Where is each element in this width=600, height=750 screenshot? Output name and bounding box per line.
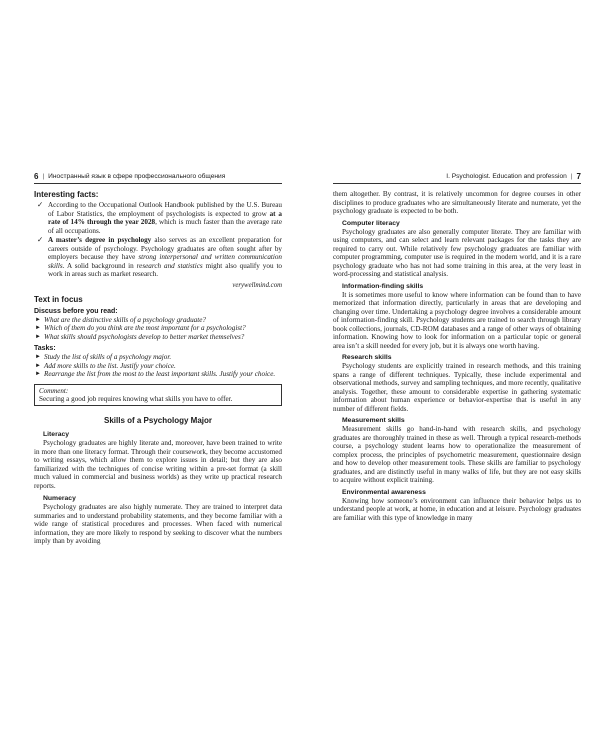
task-text: Add more skills to the list. Justify your choice.: [44, 361, 176, 370]
task-item: [35, 353, 282, 362]
numeracy-paragraph: Psychology graduates are also highly numerate. They are trained to interpret data summaries and to understand probability statements, and they become familiar with a wide range of statistical procedures and processes. When faced with numerical information, they are more likely to respond by seeking to discover what the numbers imply than by avoiding: [34, 503, 282, 545]
arrow-bullet-icon: ►: [35, 325, 41, 331]
question-text: What skills should psychologists develop to better market themselves?: [44, 332, 245, 341]
task-text: Rearrange the list from the most to the least important skills. Justify your choice.: [44, 370, 276, 378]
fact1-bold: at a rate of 14% through the year 2028: [48, 209, 282, 226]
right-header-title: I. Psychologist. Education and profession: [446, 173, 567, 180]
interesting-facts-heading: Interesting facts:: [34, 190, 99, 199]
arrow-bullet-icon: ►: [35, 333, 41, 340]
text-in-focus-heading: Text in focus: [34, 294, 83, 304]
fact1-text-end: , which is much faster than the average rate of all occupations.: [48, 218, 282, 235]
task-item: [35, 361, 282, 371]
environmental-awareness-heading: Environmental awareness: [342, 488, 426, 496]
discuss-heading: Discuss before you read:: [34, 307, 118, 315]
question-item: [35, 315, 282, 325]
literacy-paragraph: Psychology graduates are highly literate and, moreover, have been trained to write in more than one literacy format. Through their coursework, they become accustomed to writing essays, which allow them to explore issues in detail; but they are also familiarized with the techniques of concise writing within a pre-set format (a skill much valued in commercial and business worlds) as they write up practical research reports.: [34, 439, 282, 490]
fact1-text: According to the Occupational Outlook Handbook published by the U.S. Bureau of Labor Statistics, the employment of psychologists is expected to grow: [48, 201, 282, 218]
computer-literacy-heading: Computer literacy: [342, 219, 400, 227]
measurement-skills-paragraph: Measurement skills go hand-in-hand with research skills, and psychology graduates are thoroughly trained in these as well. Through a typical research-methods course, a psychology student learns how to operationalize the measurement of complex process, the principles of psychometric measurement, questionnaire design and how to develop other measurement tools. These skills are familiar to psychology graduates, and are distinctly useful in many walks of life, but they are not easy skills to acquire without explicit training.: [333, 425, 581, 484]
research-skills-heading: Research skills: [342, 354, 392, 361]
comment-label: Comment:: [39, 386, 69, 395]
right-running-header: [333, 172, 581, 184]
section-title: Skills of a Psychology Major: [103, 416, 213, 425]
tasks-list: [34, 353, 282, 379]
checkmark-icon: ✓: [37, 235, 44, 244]
fact2-italic-2: research and statistics: [136, 261, 203, 270]
task-item: [35, 370, 282, 379]
arrow-bullet-icon: ►: [35, 316, 41, 323]
environmental-awareness-paragraph: Knowing how someone’s environment can influence their behavior helps us to understand people at work, at home, in education and at leisure. Psychology graduates are familiar with this type of knowledge in many: [333, 496, 581, 522]
header-separator: |: [570, 173, 573, 180]
header-separator: |: [42, 173, 45, 180]
intro-paragraph: them altogether. By contrast, it is relatively uncommon for degree courses in other disciplines to produce graduates who are simultaneously literate and numerate, yet the psychology graduate is expected to be both.: [333, 190, 581, 215]
literacy-heading: Literacy: [43, 431, 70, 438]
comment-box: [34, 384, 282, 407]
task-text: Study the list of skills of a psychology major.: [44, 353, 172, 361]
measurement-skills-heading: Measurement skills: [342, 417, 405, 424]
fact2-italic: strong interpersonal and written communication skills: [48, 253, 282, 270]
left-page-number: 6: [34, 172, 39, 181]
facts-list: [34, 201, 282, 279]
fact2-text: also serves as an excellent preparation for careers outside of psychology. Psychology graduates are often sought after by employers because they have: [48, 236, 282, 261]
comment-text: Securing a good job requires knowing what skills you have to offer.: [39, 394, 233, 403]
information-finding-paragraph: It is sometimes more useful to know where information can be found than to have memorized that information directly, particularly in areas that are developing and changing over time. Undertaking a psychology degree involves a considerable amount of information-finding skill. Psychology students are trained to search through library book collections, journals, CD-ROM databases and a range of other ways of obtaining information. Knowing how to look for information on a particular topic or general area isn’t a skill needed for every job, but it is always one worth having.: [333, 290, 581, 350]
question-text: What are the distinctive skills of a psychology graduate?: [44, 315, 206, 324]
information-finding-heading: Information-finding skills: [342, 282, 424, 290]
arrow-bullet-icon: ►: [35, 371, 41, 377]
right-page-number: 7: [576, 172, 581, 181]
left-page: [34, 172, 282, 546]
tasks-heading: Tasks:: [34, 345, 56, 352]
research-skills-paragraph: Psychology students are explicitly trained in research methods, and this training spans a range of different techniques. Typically, these include experimental and observational methods, survey and sampling techniques, and more recently, qualitative analysis. Together, these amount to considerable expertise in gathering systematic information about human experience or behavior-expertise that is useful in any number of different fields.: [333, 362, 581, 413]
fact-item: [37, 200, 282, 235]
right-page: [333, 172, 581, 522]
question-text: Which of them do you think are the most important for a psychologist?: [44, 324, 246, 332]
arrow-bullet-icon: ►: [35, 354, 41, 360]
fact2-text-end: might also qualify you to work in areas such as market research.: [48, 261, 282, 278]
arrow-bullet-icon: ►: [35, 362, 41, 369]
numeracy-heading: Numeracy: [43, 495, 76, 502]
question-item: [35, 324, 282, 333]
fact2-bold: A master’s degree in psychology: [48, 236, 152, 244]
discussion-questions: [34, 316, 282, 342]
checkmark-icon: ✓: [37, 200, 44, 209]
fact-item: [37, 235, 282, 279]
question-item: [35, 332, 282, 342]
fact2-text-mid: . A solid background in: [62, 261, 137, 270]
left-running-header: [34, 172, 282, 184]
computer-literacy-paragraph: Psychology graduates are also generally computer literate. They are familiar with using computers, and can select and learn relevant packages for the tasks they are required to carry out. While relatively few psychology graduates are familiar with computer programming, computer use is required in the modern world, and it is a rare psychology graduate who has not had some training in this area, at the very least in word-processing and statistical analysis.: [333, 227, 581, 278]
source-citation: verywellmind.com: [232, 281, 282, 289]
left-header-title: Иностранный язык в сфере профессионального общения: [48, 173, 226, 180]
